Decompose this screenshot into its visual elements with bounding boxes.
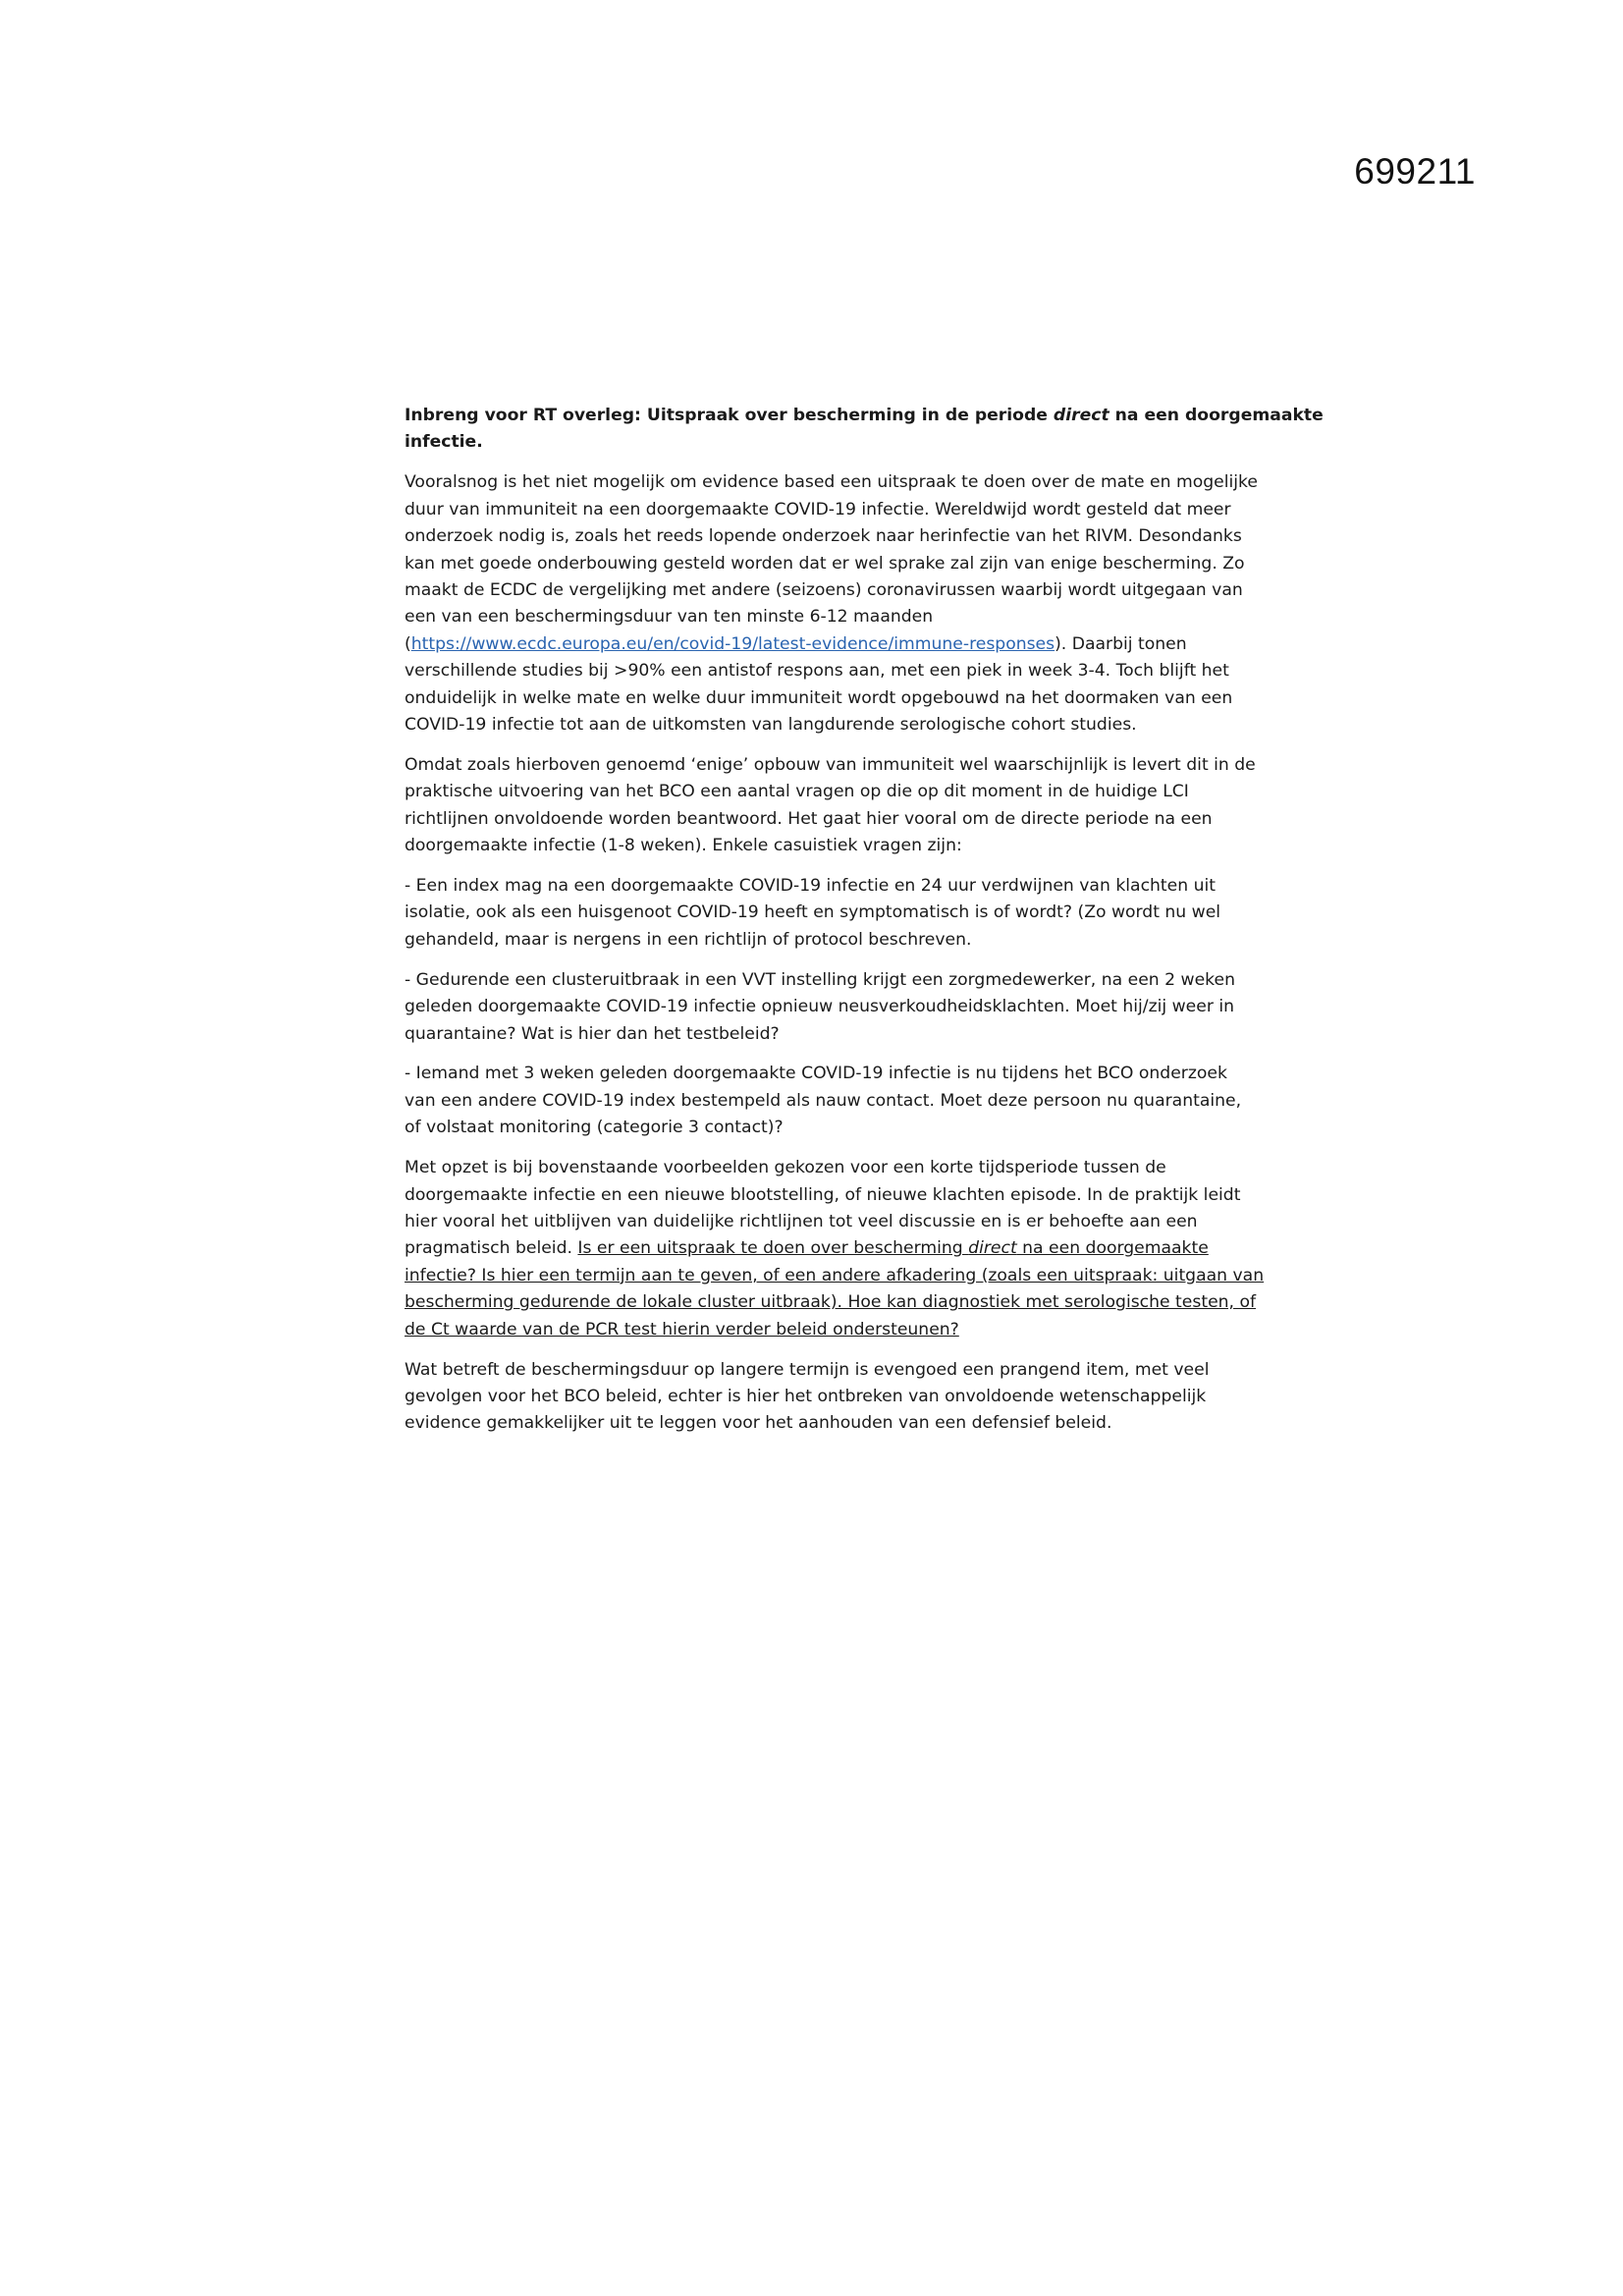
case-example-3: - Iemand met 3 weken geleden doorgemaakte COVID-19 infectie is nu tijdens het BCO onderzoek van een andere COVID-19 index bestempeld als nauw contact. Moet deze persoon nu quarantaine, of volstaat monitoring (categorie 3 contact)?	[405, 1064, 1242, 1138]
title-line: infectie.	[405, 432, 483, 453]
document-number: 699211	[1354, 151, 1476, 191]
paragraph-key-question: Met opzet is bij bovenstaande voorbeelden gekozen voor een korte tijdsperiode tussen de doorgemaakte infectie en een nieuwe blootstelling, of nieuwe klachten episode. In de praktijk leidt hier vooral het uitblijven van duidelijke richtlijnen tot veel discussie en is er behoefte aan een pragmatisch beleid. Is er een uitspraak te doen over bescherming direct na een doorgemaakte infectie? Is hier een termijn aan te geven, of een andere afkadering (zoals een uitspraak: uitgaan van bescherming gedurende de lokale cluster uitbraak). Hoe kan diagnostiek met serologische testen, of de Ct waarde van de PCR test hierin verder beleid ondersteunen?	[405, 1158, 1265, 1339]
case-example-1: - Een index mag na een doorgemaakte COVID-19 infectie en 24 uur verdwijnen van klachten uit isolatie, ook als een huisgenoot COVID-19 heeft en symptomatisch is of wordt? (Zo wordt nu wel gehandeld, maar is nergens in een richtlijn of protocol beschreven.	[405, 876, 1221, 950]
key-question-underlined: Is er een uitspraak te doen over bescherming direct na een doorgemaakte	[577, 1238, 1209, 1259]
case-example-2: - Gedurende een clusteruitbraak in een VVT instelling krijgt een zorgmedewerker, na een 2 weken geleden doorgemaakte COVID-19 infectie opnieuw neusverkoudheidsklachten. Moet hij/zij weer in quarantaine? Wat is hier dan het testbeleid?	[405, 969, 1235, 1044]
paragraph-immunity-evidence: Vooralsnog is het niet mogelijk om evidence based een uitspraak te doen over de mate en mogelijke duur van immuniteit na een doorgemaakte COVID-19 infectie. Wereldwijd wordt gesteld dat meer onderzoek nodig is, zoals het reeds lopende onderzoek naar herinfectie van het RIVM. Desondanks kan met goede onderbouwing gesteld worden dat er wel sprake zal zijn van enige bescherming. Zo maakt de ECDC de vergelijking met andere (seizoens) coronavirussen waarbij wordt uitgegaan van een van een beschermingsduur van ten minste 6-12 maanden (https://www.ecdc.europa.eu/en/covid-19/latest-evidence/immune-responses). Daarbij tonen verschillende studies bij >90% een antistof respons aan, met een piek in week 3-4. Toch blijft het onduidelijk in welke mate en welke duur immuniteit wordt opgebouwd na het doormaken van een COVID-19 infectie tot aan de uitkomsten van langdurende serologische cohort studies.	[405, 472, 1258, 735]
paragraph-practical-questions: Omdat zoals hierboven genoemd ‘enige’ opbouw van immuniteit wel waarschijnlijk is levert dit in de praktische uitvoering van het BCO een aantal vragen op die op dit moment in de huidige LCI richtlijnen onvoldoende worden beantwoord. Het gaat hier vooral om de directe periode na een doorgemaakte infectie (1-8 weken). Enkele casuistiek vragen zijn:	[405, 754, 1256, 856]
document-title	[405, 403, 1324, 457]
title-line: Inbreng voor RT overleg: Uitspraak over bescherming in de periode direct na een doorgemaakte	[405, 406, 1324, 425]
paragraph-long-term: Wat betreft de beschermingsduur op langere termijn is evengoed een prangend item, met veel gevolgen voor het BCO beleid, echter is hier het ontbreken van onvoldoende wetenschappelijk evidence gemakkelijker uit te leggen voor het aanhouden van een defensief beleid.	[405, 1359, 1210, 1434]
ecdc-link[interactable]: https://www.ecdc.europa.eu/en/covid-19/latest-evidence/immune-responses	[410, 633, 1055, 654]
document-body	[405, 403, 1324, 1450]
